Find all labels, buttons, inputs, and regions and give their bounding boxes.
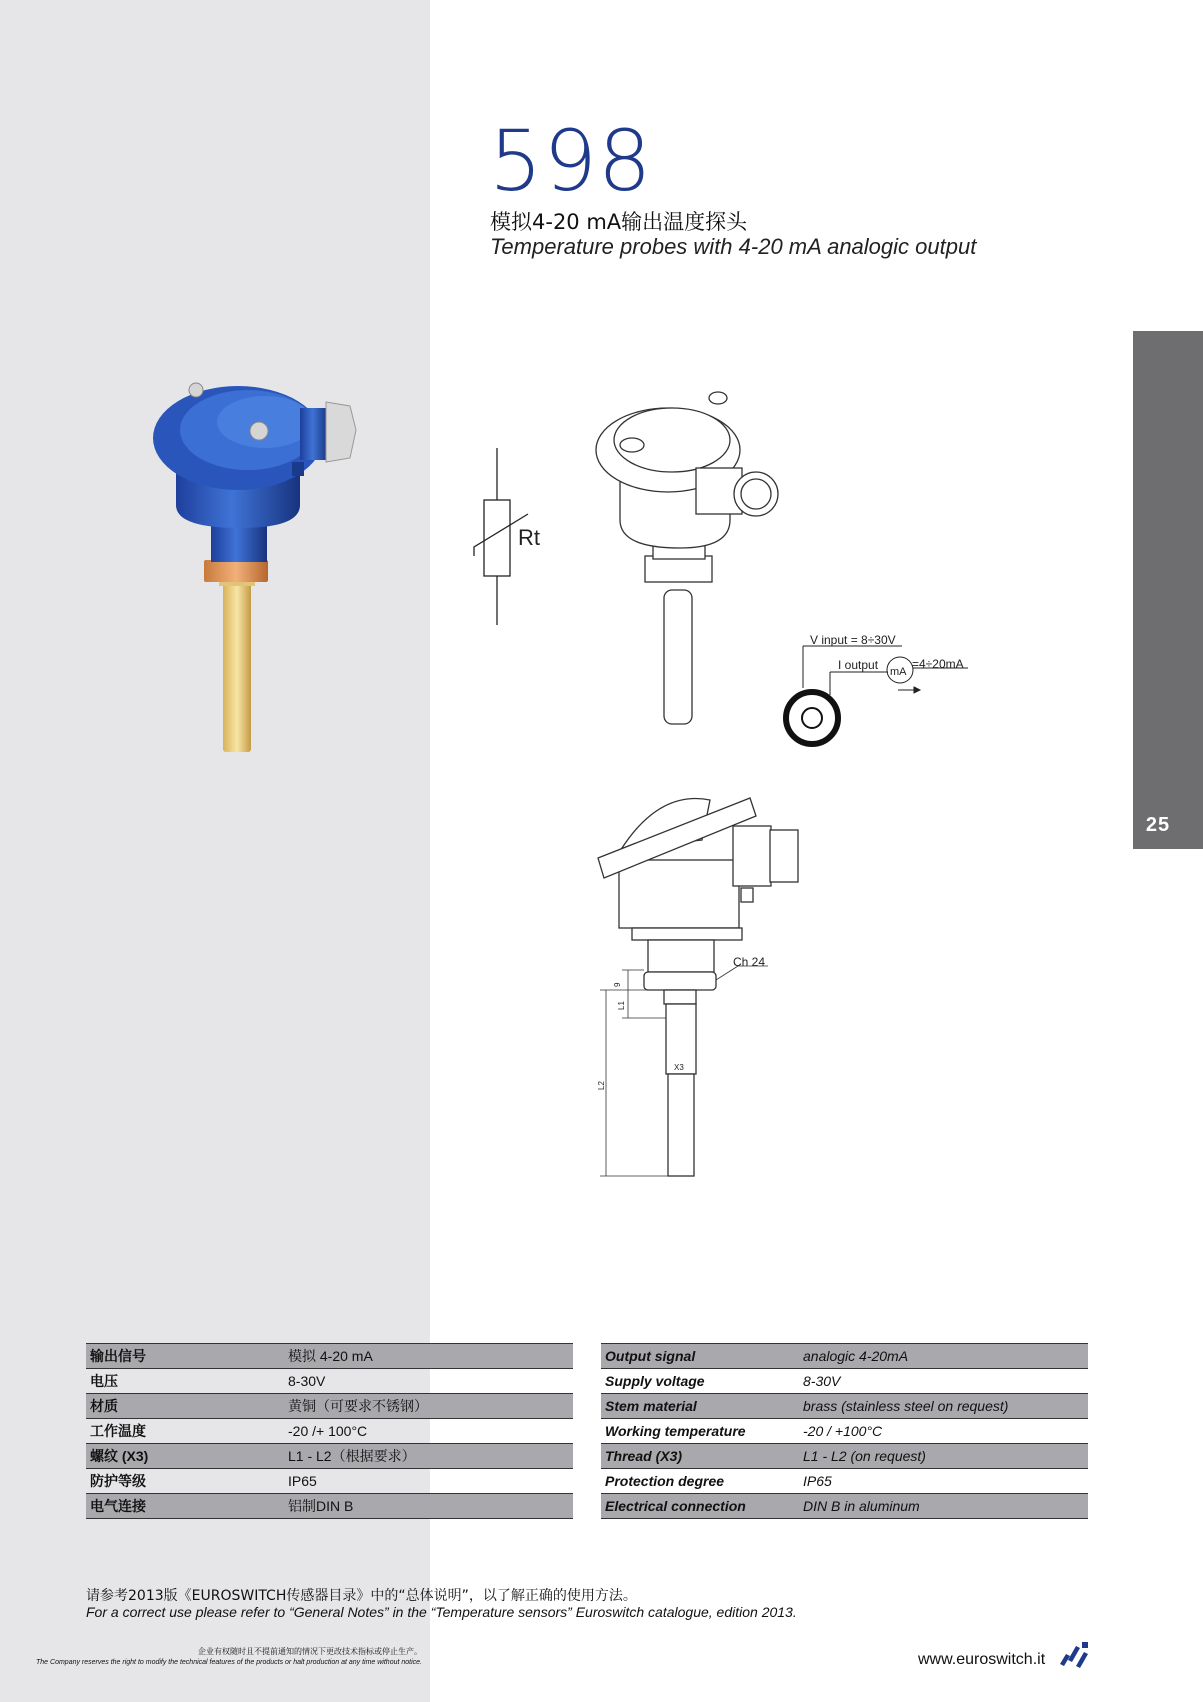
spec-key: Working temperature <box>601 1419 799 1444</box>
table-row <box>86 1369 573 1394</box>
i-output-label: I output <box>838 658 879 672</box>
table-row <box>601 1419 1088 1444</box>
spec-key: 输出信号 <box>86 1344 284 1369</box>
table-row <box>86 1469 573 1494</box>
spec-value: -20 / +100°C <box>799 1419 1088 1444</box>
spec-key: Thread (X3) <box>601 1444 799 1469</box>
table-row <box>601 1444 1088 1469</box>
spec-value: L1 - L2（根据要求） <box>284 1444 573 1469</box>
spec-value: IP65 <box>799 1469 1088 1494</box>
table-row <box>601 1394 1088 1419</box>
usage-note-chinese: 请参考2013版《EUROSWITCH传感器目录》中的“总体说明”，以了解正确的使用方法。 <box>86 1588 637 1604</box>
spec-value: L1 - L2 (on request) <box>799 1444 1088 1469</box>
spec-value: IP65 <box>284 1469 573 1494</box>
table-row <box>86 1419 573 1444</box>
dim-9-label: 9 <box>613 982 622 987</box>
l2-label: L2 <box>597 1081 606 1090</box>
table-row <box>86 1394 573 1419</box>
disclaimer-chinese: 企业有权随时且不提前通知的情况下更改技术指标或停止生产。 <box>198 1647 422 1656</box>
spec-key: Output signal <box>601 1344 799 1369</box>
spec-value: brass (stainless steel on request) <box>799 1394 1088 1419</box>
table-row <box>601 1494 1088 1519</box>
spec-value: 模拟 4-20 mA <box>284 1344 573 1369</box>
ma-label: mA <box>890 666 907 678</box>
spec-key: Protection degree <box>601 1469 799 1494</box>
spec-value: 黄铜（可要求不锈钢） <box>284 1394 573 1419</box>
table-row <box>601 1369 1088 1394</box>
spec-key: 电气连接 <box>86 1494 284 1519</box>
title-chinese: 模拟4-20 mA输出温度探头 <box>490 210 748 234</box>
spec-value: 8-30V <box>799 1369 1088 1394</box>
probe-drawing-top <box>596 392 778 724</box>
spec-key: Electrical connection <box>601 1494 799 1519</box>
spec-value: 8-30V <box>284 1369 573 1394</box>
spec-key: 螺纹 (X3) <box>86 1444 284 1469</box>
range-label: =4÷20mA <box>912 657 964 671</box>
spec-table-chinese <box>86 1343 573 1519</box>
spec-key: 防护等级 <box>86 1469 284 1494</box>
usage-note-english: For a correct use please refer to “General Notes” in the “Temperature sensors” Euroswitch catalogue, edition 2013. <box>86 1604 797 1620</box>
ch-label: Ch 24 <box>733 955 766 969</box>
table-row <box>601 1344 1088 1369</box>
title-english: Temperature probes with 4-20 mA analogic output <box>490 234 977 259</box>
v-input-label: V input = 8÷30V <box>810 633 896 647</box>
euroswitch-logo-icon <box>1056 1640 1092 1670</box>
spec-key: 电压 <box>86 1369 284 1394</box>
spec-table-english <box>601 1343 1088 1519</box>
spec-value: -20 /+ 100°C <box>284 1419 573 1444</box>
rt-label: Rt <box>518 525 540 550</box>
spec-value: DIN B in aluminum <box>799 1494 1088 1519</box>
table-row <box>601 1469 1088 1494</box>
spec-key: Supply voltage <box>601 1369 799 1394</box>
website-link[interactable]: www.euroswitch.it <box>918 1651 1046 1668</box>
product-photo <box>153 383 356 752</box>
x3-label: X3 <box>674 1063 684 1072</box>
model-number: 598 <box>489 112 653 210</box>
spec-key: 材质 <box>86 1394 284 1419</box>
disclaimer-english: The Company reserves the right to modify the technical features of the products or halt production at any time without notice. <box>36 1659 422 1666</box>
spec-value: analogic 4-20mA <box>799 1344 1088 1369</box>
spec-key: 工作温度 <box>86 1419 284 1444</box>
table-row <box>86 1494 573 1519</box>
spec-value: 铝制DIN B <box>284 1494 573 1519</box>
page-number: 25 <box>1145 814 1171 836</box>
spec-key: Stem material <box>601 1394 799 1419</box>
l1-label: L1 <box>617 1001 626 1010</box>
table-row <box>86 1344 573 1369</box>
table-row <box>86 1444 573 1469</box>
